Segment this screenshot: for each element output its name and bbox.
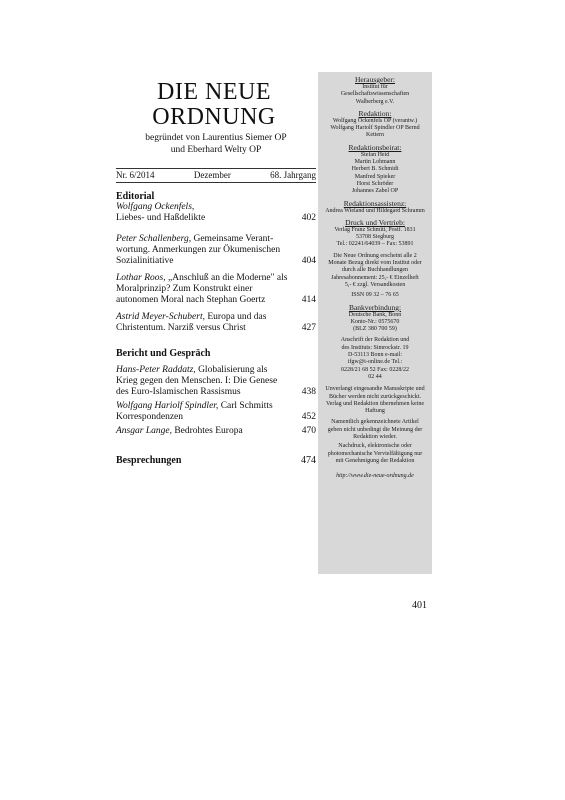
issue-number: Nr. 6/2014 — [116, 170, 155, 180]
editors-heading: Redaktion: — [358, 108, 392, 118]
assistance-text: Andrea Wieland und Hildegard Schramm — [325, 207, 425, 214]
entry-page: 438 — [301, 387, 316, 397]
page-number: 401 — [412, 600, 427, 611]
entry-author: Ansgar Lange, — [116, 426, 172, 436]
subscription-info: Die Neue Ordnung erscheint alle 2 Monate Bezug direkt vom Institut oder durch alle Buchhandlungen Jahresabonnement: 25,- € Einzelheft 5,- € zzgl. Versandkosten — [328, 252, 422, 288]
toc-entry — [116, 234, 316, 267]
print-distribution-heading: Druck und Vertrieb: — [345, 217, 405, 227]
entry-page: 404 — [301, 256, 316, 266]
advisory-member: Johannes Zabel OP — [351, 188, 399, 195]
bank-line: Deutsche Bank, Bonn — [348, 311, 402, 318]
section-heading-besprechungen: Besprechungen — [116, 455, 182, 466]
toc-entry — [116, 273, 316, 306]
toc-entry — [116, 202, 316, 224]
entry-author: Peter Schallenberg, — [116, 234, 192, 244]
entry-author: Lothar Roos, — [116, 273, 166, 283]
issue-info — [116, 168, 316, 183]
section-heading-bericht: Bericht und Gespräch — [116, 348, 211, 359]
publisher-text: Institut für Gesellschaftswissenschaften Walberberg e.V. — [340, 84, 410, 105]
opinion-note: Namentlich gekennzeichnete Artikel geben nicht unbedingt die Meinung der Redaktion wieder. — [327, 419, 423, 440]
issue-month: Dezember — [193, 170, 231, 180]
toc-entry — [116, 312, 316, 334]
entry-page: 427 — [301, 323, 316, 333]
journal-title: DIE NEUE ORDNUNG — [152, 79, 276, 130]
address: Anschrift der Redaktion und des Instituts: Simrockstr. 19 D-53113 Bonn e-mail: ifgw@t-online.de Tel.: 0228/21 68 52 Fax: 0228/22 02 44 — [340, 337, 410, 380]
entry-title: Gemeinsame Verant-wortung. Anmerkungen zur Ökumenischen Sozialinitiative — [116, 234, 281, 266]
advisory-member: Herbert B. Schmidt — [351, 166, 399, 173]
manuscript-note: Unverlangt eingesandte Manuskripte und Bücher werden nicht zurückgeschickt. Verlag und Redaktion übernehmen keine Haftung — [325, 386, 425, 415]
bank-line: Konto-Nr.: 0575670 — [350, 318, 400, 325]
advisory-member: Horst Schröder — [356, 180, 394, 187]
entry-title: Bedrohtes Europa — [171, 426, 243, 436]
entry-title: Carl Schmitts Korrespondenzen — [116, 401, 273, 422]
entry-title: Europa und das Christentum. Narziß versus Christ — [116, 312, 267, 333]
entry-title: „Anschluß an die Moderne" als Moralprinzip? Zum Konstrukt einer autonomen Moral nach Stephan Goertz — [116, 273, 288, 305]
table-of-contents — [116, 191, 316, 466]
reprint-note: Nachdruck, elektronische oder photomechanische Vervielfältigung nur mit Genehmigung der Redaktion — [327, 443, 423, 464]
toc-entry — [116, 401, 316, 423]
entry-page: 474 — [301, 455, 316, 466]
advisory-member: Manfred Spieker — [354, 173, 396, 180]
entry-author: Hans-Peter Raddatz, — [116, 365, 196, 375]
founders: begründet von Laurentius Siemer OP und Eberhard Welty OP — [145, 133, 287, 155]
entry-author: Wolfgang Ockenfels, — [116, 202, 195, 212]
assistance-heading: Redaktionsassistenz: — [343, 198, 407, 208]
advisory-member: Martin Lohmann — [354, 159, 396, 166]
print-line: 53708 Siegburg — [355, 234, 395, 241]
issue-volume: 68. Jahrgang — [270, 170, 316, 180]
section-heading-editorial: Editorial — [116, 191, 155, 202]
entry-page: 414 — [301, 295, 316, 305]
publisher-heading: Herausgeber: — [355, 75, 395, 84]
entry-title: Globalisierung als Krieg gegen den Menschen. I: Die Genese des Euro-Islamischen Rassismus — [116, 365, 278, 397]
advisory-member: Stefan Heid — [360, 151, 390, 158]
masthead — [116, 80, 316, 156]
imprint-sidebar — [318, 72, 432, 574]
entry-page: 402 — [301, 213, 316, 223]
entry-author: Wolfgang Hariolf Spindler, — [116, 401, 219, 411]
entry-page: 452 — [301, 412, 316, 422]
entry-page: 470 — [301, 426, 316, 436]
toc-entry-besprechungen — [116, 455, 316, 466]
bank-line: (BLZ 380 700 59) — [353, 326, 397, 333]
toc-entry — [116, 365, 316, 398]
advisory-board-heading: Redaktionsbeirat: — [348, 142, 402, 152]
website-url: http://www.die-neue-ordnung.de — [336, 473, 414, 480]
issn: ISSN 09 32 – 76 65 — [351, 292, 399, 299]
print-line: Verlag Franz Schmitt, Postf. 1831 — [334, 226, 416, 233]
toc-entry — [116, 426, 316, 437]
print-line: Tel.: 02241/64039 – Fax: 53891 — [336, 241, 414, 248]
bank-heading: Bankverbindung: — [348, 302, 402, 312]
entry-title: Liebes- und Haßdelikte — [116, 213, 206, 223]
entry-author: Astrid Meyer-Schubert, — [116, 312, 205, 322]
editors-text: Wolfgang Ockenfels OP (verantw.) Wolfgang Hariolf Spindler OP Bernd Kettern — [330, 117, 420, 139]
